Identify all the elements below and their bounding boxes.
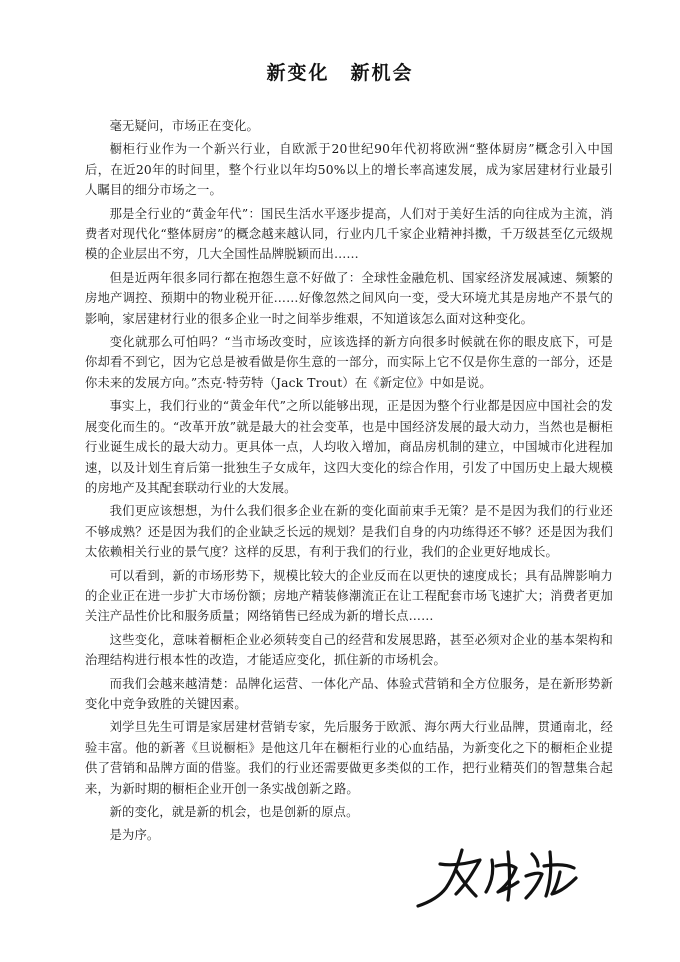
signature-icon <box>400 830 600 920</box>
paragraph-13: 是为序。 <box>109 828 160 843</box>
paragraph-3: 那是全行业的“黄金年代”：国民生活水平逐步提高，人们对于美好生活的向往成为主流，消费者对现代化“整体厨房”的概念越来越认同，行业内几千家企业精神抖擞，千万级甚至亿元级规模的企业层出不穷，几大全国性品牌脱颖而出…… <box>85 206 613 262</box>
paragraph-8: 可以看到，新的市场形势下，规模比较大的企业反而在以更快的速度成长；具有品牌影响力的企业正在进一步扩大市场份额；房地产精装修潮流正在让工程配套市场飞速扩大；消费者更加关注产品性价比和服务质量；网络销售已经成为新的增长点…… <box>85 568 613 624</box>
page-title: 新变化 新机会 <box>266 62 414 84</box>
preface-body <box>85 116 613 849</box>
paragraph-11: 刘学旦先生可谓是家居建材营销专家，先后服务于欧派、海尔两大行业品牌，贯通南北，经验丰富。他的新著《旦说橱柜》是他这几年在橱柜行业的心血结晶，为新变化之下的橱柜企业提供了营销和品牌方面的借鉴。我们的行业还需要做更多类似的工作，把行业精英们的智慧集合起来，为新时期的橱柜企业开创一条实战创新之路。 <box>85 720 613 796</box>
paragraph-10: 而我们会越来越清楚：品牌化运营、一体化产品、体验式营销和全方位服务，是在新形势新变化中竞争致胜的关键因素。 <box>85 676 613 711</box>
paragraph-7: 我们更应该想想，为什么我们很多企业在新的变化面前束手无策？是不是因为我们的行业还不够成熟？还是因为我们的企业缺乏长远的规划？是我们自身的内功练得还不够？还是因为我们太依赖相关行业的景气度？这样的反思，有利于我们的行业，我们的企业更好地成长。 <box>85 504 613 560</box>
handwritten-signature-graphic <box>400 830 600 920</box>
paragraph-4: 但是近两年很多同行都在抱怨生意不好做了：全球性金融危机、国家经济发展减速、频繁的房地产调控、预期中的物业税开征……好像忽然之间风向一变，受大环境尤其是房地产不景气的影响，家居建材行业的很多企业一时之间举步维艰，不知道该怎么面对这种变化。 <box>85 270 613 326</box>
paragraph-12: 新的变化，就是新的机会，也是创新的原点。 <box>109 805 359 819</box>
paragraph-2: 橱柜行业作为一个新兴行业，自欧派于20世纪90年代初将欧洲“整体厨房”概念引入中国后，在近20年的时间里，整个行业以年均50%以上的增长率高速发展，成为家居建材行业最引人瞩目的细分市场之一。 <box>85 142 613 198</box>
paragraph-9: 这些变化，意味着橱柜企业必须转变自己的经营和发展思路，甚至必须对企业的基本架构和治理结构进行根本性的改造，才能适应变化，抓住新的市场机会。 <box>85 632 613 668</box>
paragraph-5: 变化就那么可怕吗？“当市场改变时，应该选择的新方向很多时候就在你的眼皮底下，可是你却看不到它，因为它总是被看做是你生意的一部分，而实际上它不仅是你生意的一部分，还是你未来的发展方向。”杰克·特劳特（Jack Trout）在《新定位》中如是说。 <box>85 335 613 390</box>
paragraph-1: 毫无疑问，市场正在变化。 <box>109 119 259 133</box>
paragraph-6: 事实上，我们行业的“黄金年代”之所以能够出现，正是因为整个行业都是因应中国社会的发展变化而生的。“改革开放”就是最大的社会变革，也是中国经济发展的最大动力，当然也是橱柜行业诞生成长的最大动力。更具体一点，人均收入增加，商品房机制的建立，中国城市化进程加速，以及计划生育后第一批独生子女成年，这四大变化的综合作用，引发了中国历史上最大规模的房地产及其配套联动行业的大发展。 <box>85 399 613 495</box>
